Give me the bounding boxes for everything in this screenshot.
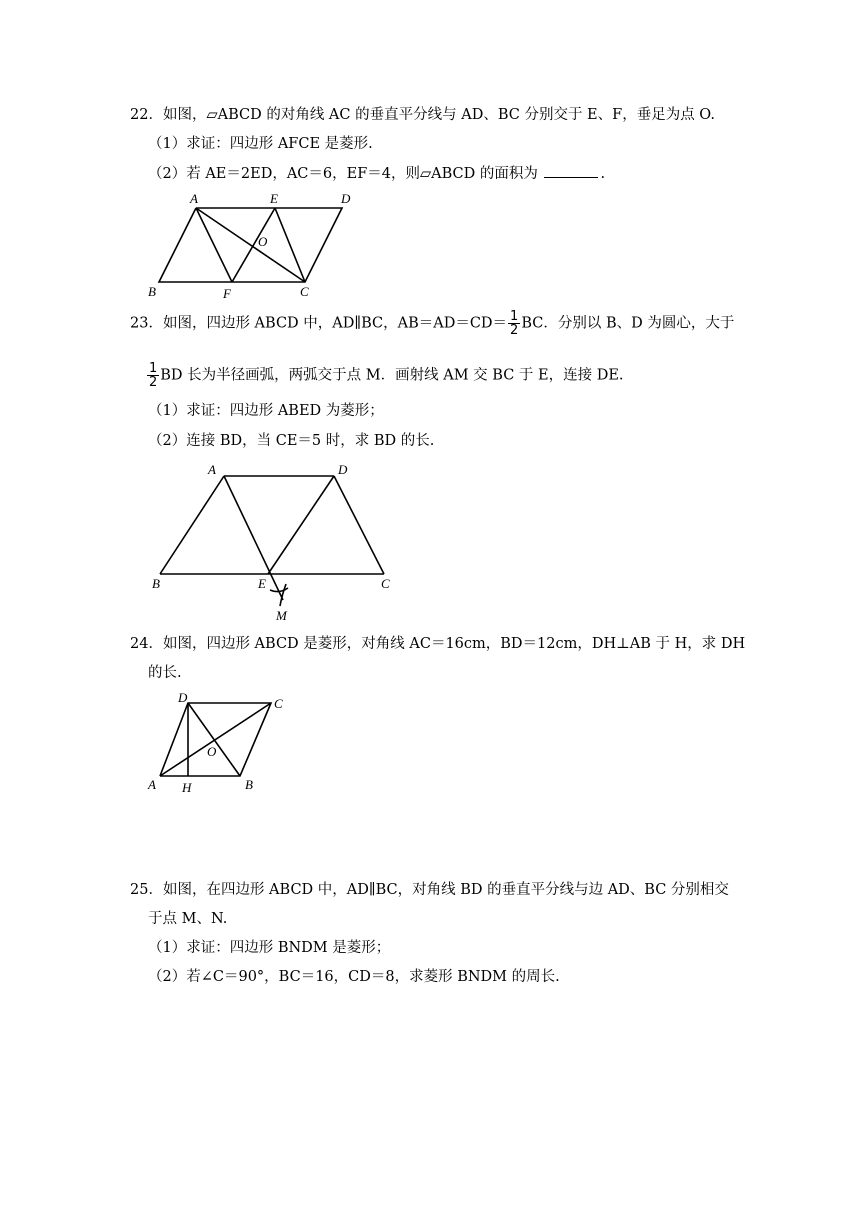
- q22-part1: （1）求证：四边形 AFCE 是菱形.: [148, 136, 373, 152]
- q25-stem: 25．如图，在四边形 ABCD 中，AD∥BC，对角线 BD 的垂直平分线与边 AD、BC 分别相交: [130, 882, 729, 898]
- q22-label-B: B: [148, 284, 156, 299]
- q23-stem-text-c: BD 长为半径画弧，两弧交于点 M．画射线 AM 交 BC 于 E，连接 DE.: [160, 367, 624, 384]
- q24-label-D: D: [178, 690, 188, 705]
- fraction-numerator: 1: [510, 309, 519, 324]
- q24-stem: 24．如图，四边形 ABCD 是菱形，对角线 AC＝16cm，BD＝12cm，DH⊥AB 于 H，求 DH: [130, 636, 746, 652]
- q22-label-F: F: [223, 286, 231, 301]
- q22-part2-text: （2）若 AE＝2ED，AC＝6，EF＝4，则▱ABCD 的面积为: [148, 166, 538, 182]
- q22-stem: 22．如图，▱ABCD 的对角线 AC 的垂直平分线与 AD、BC 分别交于 E、F，垂足为点 O.: [130, 107, 715, 123]
- q24-label-H: H: [182, 780, 192, 795]
- q24-stem-cont: 的长.: [148, 665, 182, 681]
- q23-label-A: A: [208, 462, 216, 477]
- q23-stem-text-a: 23．如图，四边形 ABCD 中，AD∥BC，AB＝AD＝CD＝: [130, 315, 508, 332]
- q24-label-O: O: [207, 744, 217, 759]
- q23-part1: （1）求证：四边形 ABED 为菱形；: [148, 403, 384, 419]
- q24-label-B: B: [245, 777, 253, 792]
- q23-label-B: B: [152, 576, 160, 591]
- q25-stem-cont: 于点 M、N.: [148, 911, 228, 927]
- q25-part2: （2）若∠C＝90°，BC＝16，CD＝8，求菱形 BNDM 的周长.: [148, 969, 560, 985]
- q22-label-D: D: [341, 191, 351, 206]
- q23-label-C: C: [381, 576, 390, 591]
- q23-label-M: M: [276, 608, 287, 623]
- q22-part2-end: .: [600, 166, 606, 182]
- q24-label-A: A: [148, 777, 156, 792]
- q24-label-C: C: [274, 696, 283, 711]
- fraction-denominator-2: 2: [149, 375, 158, 390]
- q25-part1: （1）求证：四边形 BNDM 是菱形；: [148, 940, 391, 956]
- q23-label-E: E: [258, 576, 266, 591]
- q22-label-E: E: [270, 191, 278, 206]
- q23-stem-text-b: BC．分别以 B、D 为圆心，大于: [521, 315, 735, 332]
- q22-label-C: C: [300, 284, 309, 299]
- fraction-numerator-2: 1: [149, 361, 158, 376]
- q22-label-O: O: [258, 234, 268, 249]
- q23-part2: （2）连接 BD，当 CE＝5 时，求 BD 的长.: [148, 433, 435, 449]
- q22-label-A: A: [190, 191, 198, 206]
- q23-label-D: D: [338, 462, 348, 477]
- fraction-denominator: 2: [510, 323, 519, 338]
